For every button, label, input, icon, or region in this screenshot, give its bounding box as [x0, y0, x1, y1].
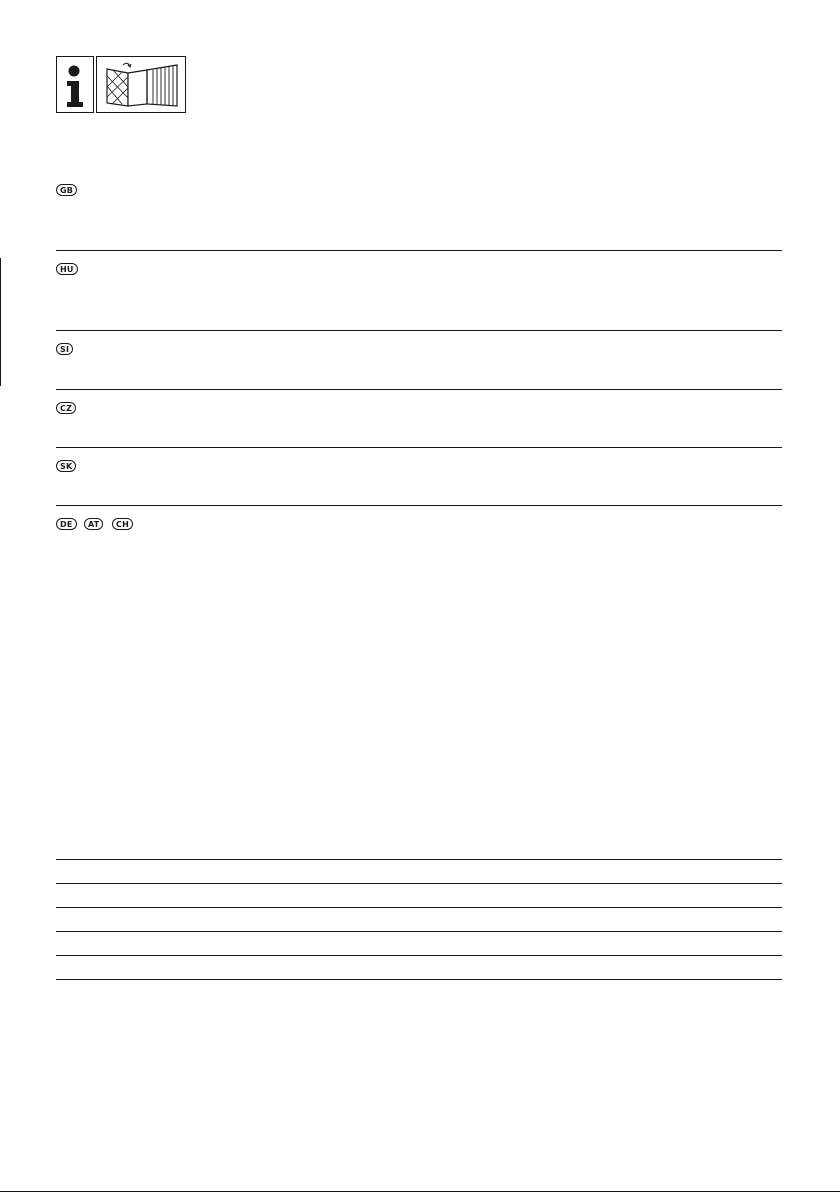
info-icon	[56, 56, 94, 113]
section-divider	[56, 447, 782, 448]
table-rule	[56, 931, 782, 932]
section-divider	[56, 330, 782, 331]
section-divider	[56, 505, 782, 506]
country-badge-ch: CH	[112, 518, 133, 530]
country-badge-hu: HU	[56, 263, 78, 275]
margin-mark	[0, 258, 1, 386]
country-badge-at: AT	[84, 518, 103, 530]
table-rule	[56, 859, 782, 860]
country-badge-de: DE	[56, 518, 77, 530]
country-badge-gb: GB	[56, 184, 77, 196]
country-badge-sk: SK	[56, 460, 76, 472]
country-badge-cz: CZ	[56, 402, 76, 414]
fold-out-manual-icon	[96, 56, 186, 113]
table-rule	[56, 955, 782, 956]
country-badge-si: SI	[56, 343, 73, 355]
section-divider	[56, 389, 782, 390]
table-rule	[56, 979, 782, 980]
section-divider	[56, 250, 782, 251]
table-rule	[56, 907, 782, 908]
table-rule	[56, 883, 782, 884]
